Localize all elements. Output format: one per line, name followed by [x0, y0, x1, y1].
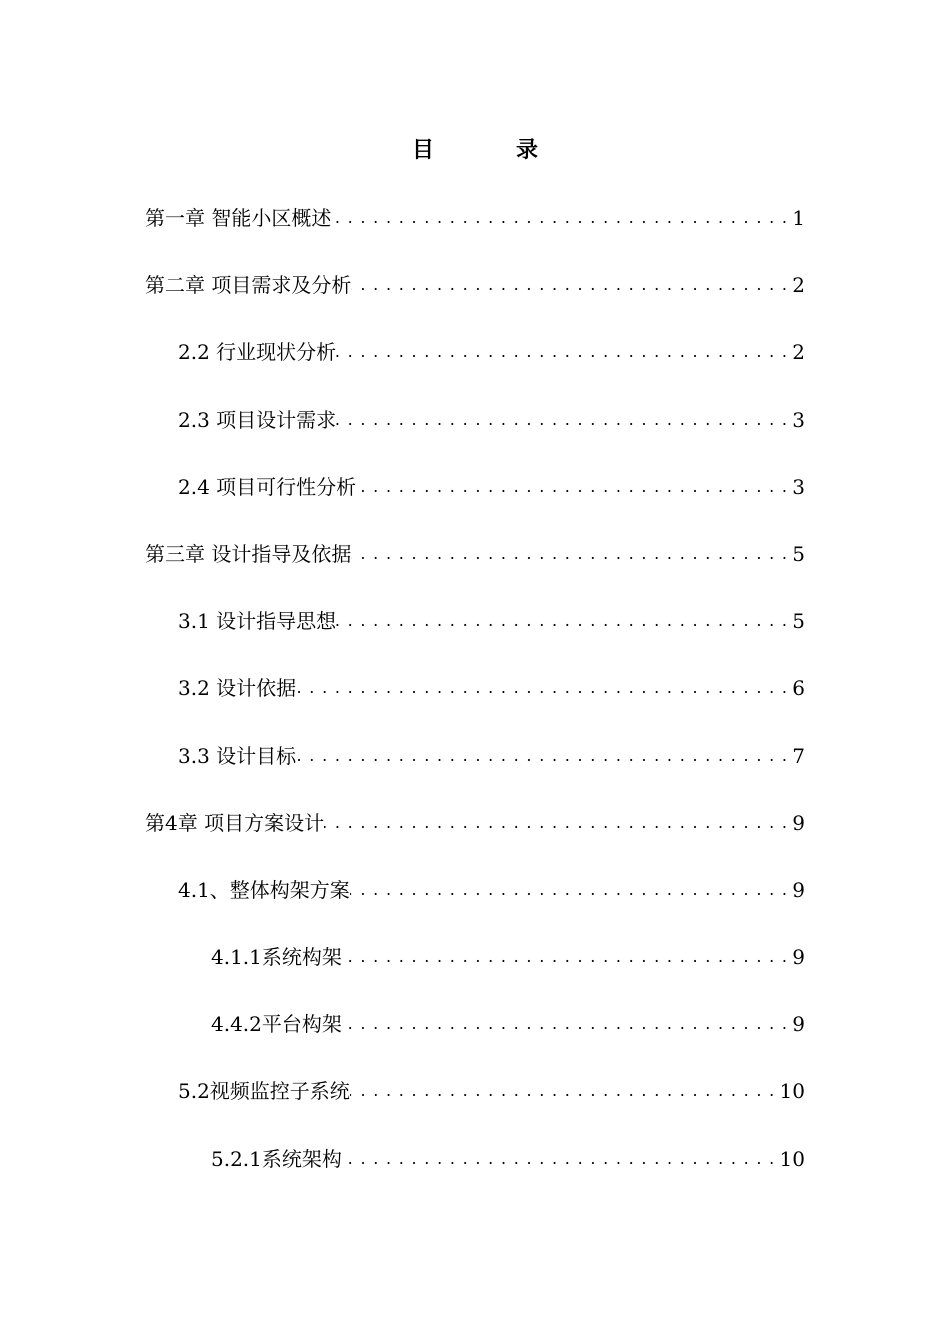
toc-entry-label: 3.2 设计依据	[178, 676, 297, 701]
toc-entry[interactable]	[0, 1137, 950, 1204]
table-of-contents	[0, 196, 950, 1204]
toc-entry-page: 9	[792, 877, 805, 902]
toc-entry[interactable]	[0, 465, 950, 532]
toc-entry-page: 9	[792, 945, 805, 970]
toc-entry[interactable]	[0, 196, 950, 263]
toc-entry-page: 7	[792, 743, 805, 768]
toc-entry[interactable]	[0, 666, 950, 733]
dot-leader	[336, 599, 788, 643]
dot-leader	[356, 465, 788, 509]
dot-leader	[350, 868, 788, 912]
dot-leader	[351, 532, 788, 576]
dot-leader	[296, 666, 788, 710]
toc-entry-label: 2.2 行业现状分析	[178, 340, 337, 365]
toc-entry[interactable]	[0, 263, 950, 330]
toc-entry-label: 4.4.2平台构架	[211, 1012, 342, 1037]
dot-leader	[296, 734, 788, 778]
toc-entry-page: 10	[779, 1146, 805, 1171]
dot-leader	[342, 1002, 788, 1046]
toc-entry-label: 2.3 项目设计需求	[178, 407, 337, 432]
toc-entry-label: 第4章 项目方案设计	[145, 810, 325, 835]
dot-leader	[324, 801, 788, 845]
dot-leader	[331, 196, 788, 240]
toc-entry-label: 2.4 项目可行性分析	[178, 474, 357, 499]
toc-entry-page: 1	[792, 206, 805, 230]
toc-entry[interactable]	[0, 532, 950, 599]
toc-entry-page: 9	[792, 1012, 805, 1037]
toc-entry-page: 2	[792, 340, 805, 365]
toc-entry-label: 3.1 设计指导思想	[178, 609, 337, 634]
toc-entry[interactable]	[0, 599, 950, 666]
toc-entry-page: 5	[792, 609, 805, 634]
toc-entry-label: 4.1、整体构架方案	[178, 877, 350, 902]
toc-entry[interactable]	[0, 398, 950, 465]
dot-leader	[342, 935, 788, 979]
toc-title: 目 录	[411, 137, 568, 163]
toc-entry[interactable]	[0, 734, 950, 801]
toc-entry-label: 3.3 设计目标	[178, 743, 297, 768]
toc-entry-label: 4.1.1系统构架	[211, 945, 342, 970]
dot-leader	[336, 398, 788, 442]
toc-entry-label: 5.2.1系统架构	[211, 1146, 342, 1171]
toc-entry[interactable]	[0, 1002, 950, 1069]
dot-leader	[351, 263, 788, 307]
toc-entry-page: 5	[792, 541, 805, 566]
toc-entry-label: 第一章 智能小区概述	[145, 206, 332, 230]
toc-entry[interactable]	[0, 868, 950, 935]
toc-entry[interactable]	[0, 1069, 950, 1136]
toc-entry-page: 3	[792, 474, 805, 499]
toc-entry-label: 第三章 设计指导及依据	[145, 541, 352, 566]
toc-entry[interactable]	[0, 801, 950, 868]
toc-entry-page: 6	[792, 676, 805, 701]
dot-leader	[342, 1137, 776, 1181]
toc-entry[interactable]	[0, 935, 950, 1002]
toc-entry-page: 2	[792, 273, 805, 298]
toc-entry-page: 3	[792, 407, 805, 432]
toc-entry[interactable]	[0, 330, 950, 397]
dot-leader	[336, 330, 788, 374]
toc-entry-page: 9	[792, 810, 805, 835]
toc-entry-page: 10	[779, 1079, 805, 1104]
dot-leader	[350, 1069, 776, 1113]
toc-entry-label: 第二章 项目需求及分析	[145, 273, 352, 298]
toc-entry-label: 5.2视频监控子系统	[178, 1079, 350, 1104]
